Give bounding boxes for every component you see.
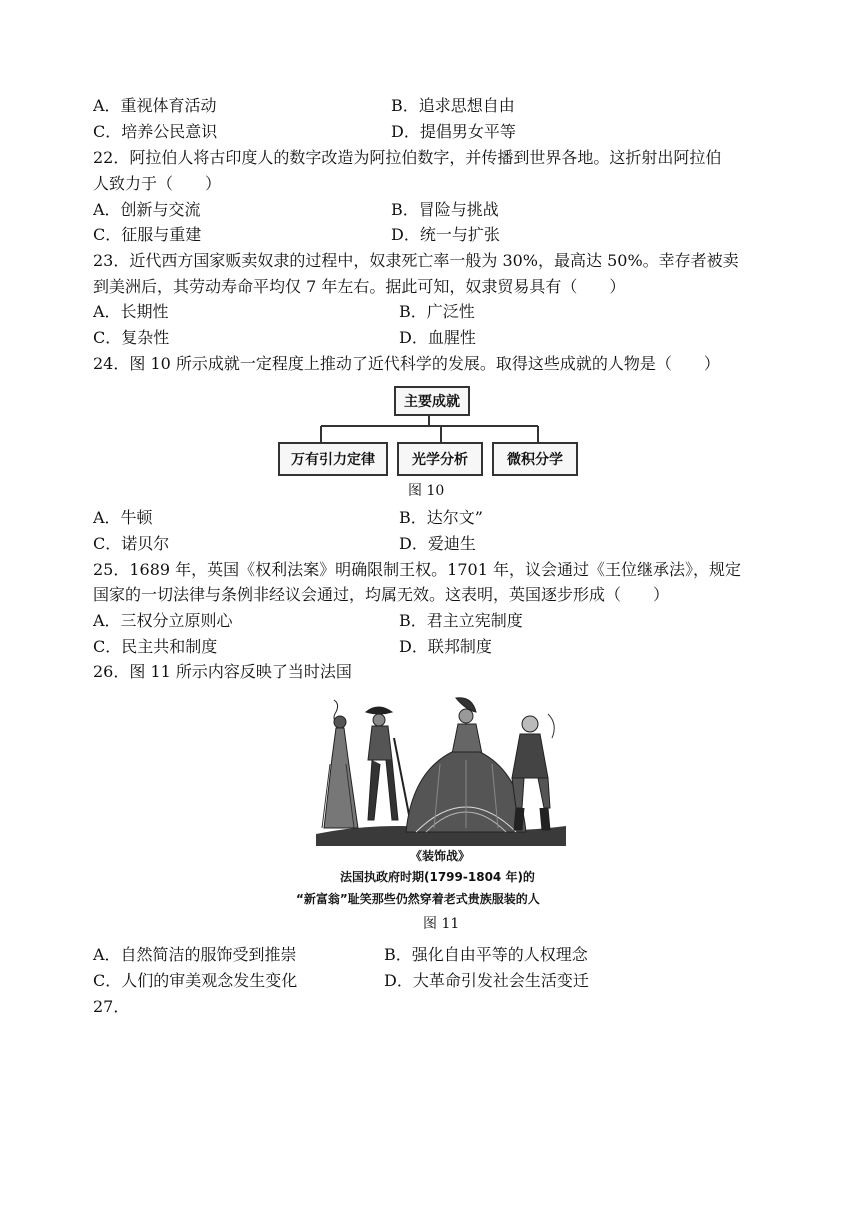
q25-option-c[interactable]: C．民主共和制度: [93, 637, 218, 656]
q23-option-c[interactable]: C．复杂性: [93, 328, 170, 347]
figure-11-description: “新富翁”耻笑那些仍然穿着老式贵族服装的人: [296, 892, 540, 906]
q21-option-a[interactable]: A．重视体育活动: [93, 96, 217, 115]
q22-option-d[interactable]: D．统一与扩张: [391, 225, 500, 244]
q21-option-d[interactable]: D．提倡男女平等: [391, 122, 516, 141]
q26-option-d[interactable]: D．大革命引发社会生活变迁: [384, 971, 589, 990]
q25-stem-line1: 25．1689 年，英国《权利法案》明确限制王权。1701 年，议会通过《王位继承法》，规定: [93, 560, 741, 579]
q26-option-a[interactable]: A．自然简洁的服饰受到推崇: [93, 945, 297, 964]
q23-option-a[interactable]: A．长期性: [93, 302, 169, 321]
q21-option-b[interactable]: B．追求思想自由: [391, 96, 515, 115]
figure-11-title: 《装饰战》: [410, 849, 471, 863]
q23-stem-line2: 到美洲后，其劳动寿命平均仅 7 年左右。据此可知，奴隶贸易具有（ ）: [93, 277, 626, 296]
q25-option-d[interactable]: D．联邦制度: [399, 637, 492, 656]
q24-option-d[interactable]: D．爱迪生: [399, 534, 476, 553]
q22-option-c[interactable]: C．征服与重建: [93, 225, 202, 244]
box-universal-gravitation: 万有引力定律: [278, 442, 388, 476]
figure-11-illustration: [316, 694, 566, 846]
q22-stem-line1: 22．阿拉伯人将古印度人的数字改造为阿拉伯数字，并传播到世界各地。这折射出阿拉伯: [93, 148, 722, 167]
q26-option-b[interactable]: B．强化自由平等的人权理念: [384, 945, 588, 964]
q24-option-a[interactable]: A．牛顿: [93, 508, 153, 527]
q23-option-b[interactable]: B．广泛性: [399, 302, 475, 321]
q21-option-c[interactable]: C．培养公民意识: [93, 122, 218, 141]
q25-option-b[interactable]: B．君主立宪制度: [399, 611, 523, 630]
q27-stem-line1: 27．: [93, 997, 130, 1016]
q24-stem-line1: 24．图 10 所示成就一定程度上推动了近代科学的发展。取得这些成就的人物是（ ）: [93, 354, 720, 373]
box-main-achievements: 主要成就: [394, 386, 470, 416]
q24-option-b[interactable]: B．达尔文”: [399, 508, 483, 527]
q23-stem-line1: 23．近代西方国家贩卖奴隶的过程中，奴隶死亡率一般为 30%，最高达 50%。幸存者被卖: [93, 251, 739, 270]
q26-stem-line1: 26．图 11 所示内容反映了当时法国: [93, 662, 352, 681]
q24-option-c[interactable]: C．诺贝尔: [93, 534, 170, 553]
q22-option-b[interactable]: B．冒险与挑战: [391, 200, 499, 219]
q25-option-a[interactable]: A．三权分立原则心: [93, 611, 233, 630]
figure-11-engraving: [316, 694, 566, 846]
q26-option-c[interactable]: C．人们的审美观念发生变化: [93, 971, 298, 990]
q23-option-d[interactable]: D．血腥性: [399, 328, 476, 347]
box-calculus: 微积分学: [492, 442, 578, 476]
q22-option-a[interactable]: A．创新与交流: [93, 200, 201, 219]
q25-stem-line2: 国家的一切法律与条例非经议会通过，均属无效。这表明，英国逐步形成（ ）: [93, 585, 670, 604]
figure-11-subtitle: 法国执政府时期(1799-1804 年)的: [340, 870, 535, 884]
box-optical-analysis: 光学分析: [397, 442, 483, 476]
figure-11-caption: 图 11: [423, 916, 460, 932]
figure-10-caption: 图 10: [408, 483, 445, 499]
q22-stem-line2: 人致力于（ ）: [93, 174, 222, 193]
